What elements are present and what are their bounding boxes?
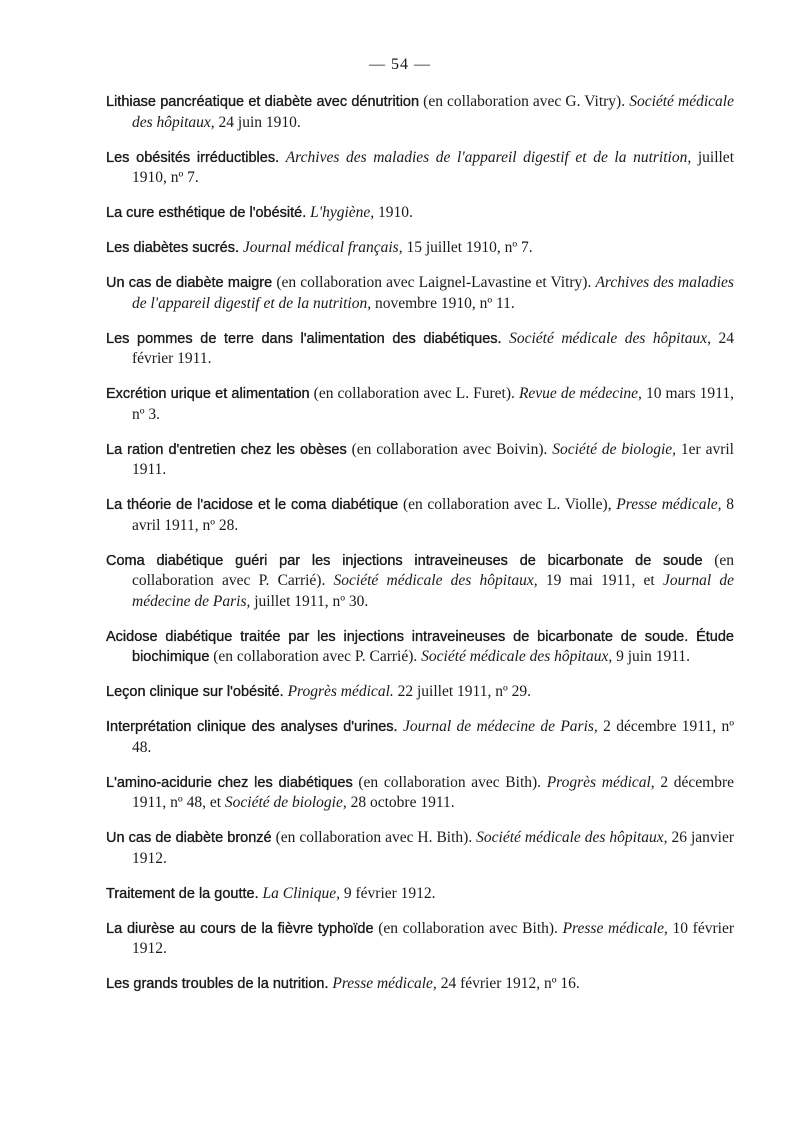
entry-details: (en collaboration avec Bith).: [352, 773, 547, 791]
entry-title: Excrétion urique et alimentation: [106, 386, 310, 402]
entry-journal: Archives des maladies de l'appareil digestif et de la nutrition,: [132, 274, 734, 312]
entry-title: Les grands troubles de la nutrition.: [106, 976, 329, 992]
entry-title: La cure esthétique de l'obésité.: [106, 205, 307, 221]
bibliography-entry: [106, 329, 734, 370]
entry-details: (en collaboration avec G. Vitry).: [419, 93, 630, 110]
entry-date: 9 février 1912.: [340, 884, 436, 902]
entry-title: La ration d'entretien chez les obèses: [106, 441, 347, 458]
bibliography-entry: [106, 717, 734, 758]
entry-title: L'amino-acidurie chez les diabétiques: [106, 774, 353, 791]
entry-journal: Presse médicale,: [616, 496, 722, 513]
entry-title: Leçon clinique sur l'obésité.: [106, 684, 284, 700]
entry-date-2: juillet 1911, nº 30.: [250, 592, 369, 610]
entry-details: (en collaboration avec Bith).: [373, 919, 563, 937]
entry-journal: Société médicale des hôpitaux,: [132, 93, 734, 131]
entry-journal: Presse médicale,: [332, 975, 437, 992]
entry-journal: Société médicale des hôpitaux,: [509, 329, 712, 347]
entry-journal: Journal de médecine de Paris,: [402, 718, 598, 735]
bibliography-entry: [106, 384, 734, 425]
entry-details: [279, 149, 286, 166]
page-number: — 54 —: [369, 56, 431, 73]
bibliography-entry: [106, 682, 734, 703]
entry-date: 22 juillet 1911, nº 29.: [393, 683, 532, 700]
bibliography-entry: [106, 92, 734, 133]
entry-date: 15 juillet 1910, nº 7.: [402, 239, 533, 256]
entry-date: 24 février 1912, nº 16.: [436, 975, 580, 992]
entry-journal: L'hygiène,: [310, 204, 375, 221]
bibliography-entry: [106, 551, 734, 613]
entry-title: Les pommes de terre dans l'alimentation des diabétiques.: [106, 330, 502, 347]
entry-title: Les obésités irréductibles.: [106, 149, 280, 166]
bibliography-entry: [106, 203, 734, 224]
entry-date: 1er avril 1911.: [132, 440, 734, 478]
entry-date: 19 mai 1911, et: [537, 572, 663, 589]
bibliography-entry: [106, 273, 734, 314]
bibliography-entry: [106, 828, 734, 869]
entry-details: (en collaboration avec P. Carrié).: [209, 648, 422, 665]
entry-journal: Revue de médecine,: [518, 385, 642, 402]
entry-journal: Archives des maladies de l'appareil digestif et de la nutrition,: [285, 148, 692, 166]
bibliography-entry: [106, 148, 734, 189]
entry-date: 2 décembre 1911, nº 48, et: [132, 773, 734, 811]
entry-title: Les diabètes sucrés.: [106, 240, 239, 256]
entry-date: 1910.: [374, 204, 413, 221]
bibliography-entry: [106, 627, 734, 668]
bibliography-entry: [106, 440, 734, 481]
entry-journal: Presse médicale,: [562, 919, 668, 937]
bibliography-entry: [106, 884, 734, 905]
entry-date: novembre 1910, nº 11.: [371, 294, 515, 312]
entry-journal: Progrès médical.: [287, 683, 394, 700]
entry-title: Acidose diabétique traitée par les injections intraveineuses de bicarbonate de soude. Étude biochimique: [106, 628, 734, 665]
entry-journal: Société médicale des hôpitaux,: [476, 829, 668, 846]
entry-details: (en collaboration avec Laignel-Lavastine et Vitry).: [272, 274, 596, 291]
entry-details: [502, 330, 509, 347]
entry-details: (en collaboration avec H. Bith).: [271, 829, 477, 846]
entry-title: Interprétation clinique des analyses d'urines.: [106, 719, 398, 735]
entry-title: Lithiase pancréatique et diabète avec dénutrition: [106, 94, 420, 110]
entry-journal: Journal médical français,: [242, 239, 403, 256]
entry-date: 10 février 1912.: [132, 919, 734, 957]
entry-details: (en collaboration avec Boivin).: [346, 440, 553, 458]
entry-title: Traitement de la goutte.: [106, 885, 259, 902]
entry-date: 2 décembre 1911, nº 48.: [132, 718, 735, 756]
entry-title: Un cas de diabète bronzé: [106, 830, 272, 846]
entry-date: 24 juin 1910.: [214, 113, 301, 131]
entry-details: (en collaboration avec L. Furet).: [309, 385, 519, 402]
entry-date: 26 janvier 1912.: [132, 829, 734, 867]
bibliography-list: [106, 92, 734, 1009]
entry-date: juillet 1910, nº 7.: [132, 148, 734, 186]
entry-title: Coma diabétique guéri par les injections intraveineuses de bicarbonate de soude: [106, 552, 703, 569]
entry-journal: Société médicale des hôpitaux,: [333, 572, 538, 589]
bibliography-entry: [106, 238, 734, 259]
entry-title: Un cas de diabète maigre: [106, 275, 273, 291]
bibliography-entry: [106, 974, 734, 995]
entry-date: 24 février 1911.: [132, 329, 734, 367]
entry-details: (en collaboration avec P. Carrié).: [132, 551, 734, 589]
entry-date-2: 28 octobre 1911.: [346, 794, 455, 811]
entry-journal: La Clinique,: [262, 884, 340, 902]
entry-date: 8 avril 1911, nº 28.: [132, 496, 734, 534]
entry-title: La diurèse au cours de la fièvre typhoïde: [106, 920, 374, 937]
entry-journal: Société médicale des hôpitaux,: [421, 648, 613, 665]
entry-date: 9 juin 1911.: [612, 648, 691, 665]
bibliography-entry: [106, 919, 734, 960]
entry-journal-2: Journal de médecine de Paris,: [132, 572, 734, 610]
entry-journal-2: Société de biologie,: [224, 794, 347, 811]
entry-journal: Société de biologie,: [552, 440, 677, 458]
bibliography-entry: [106, 495, 734, 536]
entry-details: (en collaboration avec L. Violle),: [398, 496, 617, 513]
entry-journal: Progrès médical,: [546, 773, 655, 791]
entry-title: La théorie de l'acidose et le coma diabétique: [106, 497, 399, 513]
entry-date: 10 mars 1911, nº 3.: [132, 385, 734, 423]
bibliography-entry: [106, 773, 734, 814]
